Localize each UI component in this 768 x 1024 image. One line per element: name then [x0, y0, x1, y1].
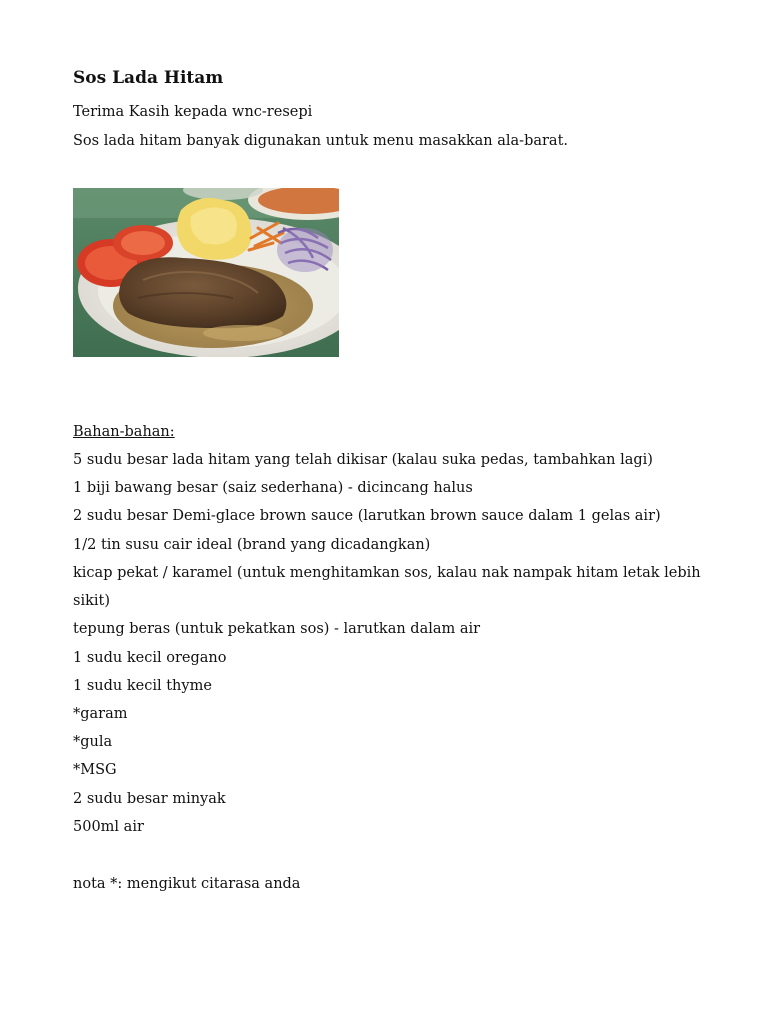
ingredient-line: sikit): [73, 593, 110, 609]
ingredients-heading: Bahan-bahan:: [73, 424, 175, 440]
credit-line: Terima Kasih kepada wnc-resepi: [73, 104, 313, 120]
ingredient-line: 1 sudu kecil oregano: [73, 650, 227, 666]
ingredient-line: 500ml air: [73, 819, 144, 835]
ingredient-line: tepung beras (untuk pekatkan sos) - larutkan dalam air: [73, 621, 481, 637]
ingredient-line: *MSG: [73, 762, 117, 778]
ingredient-line: 1/2 tin susu cair ideal (brand yang dicadangkan): [73, 537, 431, 553]
ingredient-line: 1 sudu kecil thyme: [73, 678, 212, 694]
recipe-title: Sos Lada Hitam: [73, 68, 224, 88]
ingredient-line: 5 sudu besar lada hitam yang telah dikisar (kalau suka pedas, tambahkan lagi): [73, 452, 653, 468]
ingredient-line: 2 sudu besar minyak: [73, 791, 226, 807]
ingredient-line: kicap pekat / karamel (untuk menghitamkan sos, kalau nak nampak hitam letak lebih: [73, 565, 701, 581]
intro-line: Sos lada hitam banyak digunakan untuk menu masakkan ala-barat.: [73, 133, 569, 149]
ingredient-line: *gula: [73, 734, 113, 750]
ingredient-line: 1 biji bawang besar (saiz sederhana) - dicincang halus: [73, 480, 473, 496]
ingredient-line: 2 sudu besar Demi-glace brown sauce (larutkan brown sauce dalam 1 gelas air): [73, 508, 661, 524]
steak-photo: [73, 188, 339, 357]
note-line: nota *: mengikut citarasa anda: [73, 876, 301, 892]
ingredient-line: *garam: [73, 706, 128, 722]
